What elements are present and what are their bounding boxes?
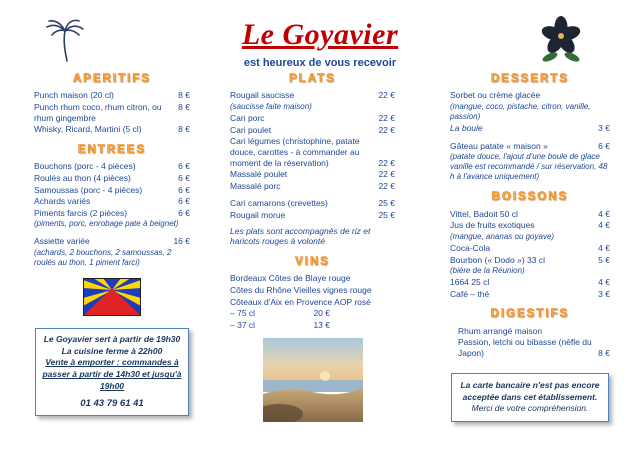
section-heading-desserts: DESSERTS (491, 73, 569, 85)
menu-item (230, 181, 395, 192)
menu-item (450, 337, 610, 358)
item-name: Jus de fruits exotiques (450, 220, 535, 231)
item-note: (saucisse faite maison) (230, 102, 312, 111)
plats-footer-note: Les plats sont accompagnés de riz et haricots rouges à volonté (230, 225, 371, 247)
item-price: 3 € (598, 123, 610, 133)
item-price: 6 € (178, 184, 190, 195)
item-price: 16 € (173, 236, 190, 247)
menu-item (230, 125, 395, 136)
section-heading-aperitifs: APERITIFS (72, 73, 152, 85)
item-price: 3 € (598, 288, 610, 299)
menu-item (34, 173, 190, 184)
menu-item (230, 136, 395, 168)
wine-size: – 75 cl (230, 308, 256, 319)
item-name: Massalé porc (230, 180, 281, 191)
item-price: 4 € (598, 220, 610, 231)
wine-size-row (230, 308, 330, 319)
item-name: Achards variés (34, 196, 91, 207)
info-line: Le Goyavier sert à partir de 19h30 (43, 333, 181, 344)
item-price: 6 € (598, 140, 610, 151)
item-name: Cari légumes (christophine, patate douce, carottes - à commander au moment de la réservation) (230, 136, 360, 168)
item-name: Massalé poulet (230, 169, 288, 180)
item-price: 6 € (178, 172, 190, 183)
item-name: Whisky, Ricard, Martini (5 cl) (34, 124, 142, 135)
card-notice-line: Merci de votre compréhension. (471, 403, 589, 414)
menu-item (34, 102, 190, 123)
item-name: Bourbon (« Dodo ») 33 cl (450, 254, 545, 265)
hibiscus-icon (536, 14, 586, 66)
menu-item (450, 123, 610, 134)
item-note: (achards, 2 bouchons, 2 samoussas, 2 roulés au thon, 1 piment farci) (34, 248, 172, 267)
reunion-flag-image (34, 278, 190, 319)
item-price: 6 € (178, 161, 190, 172)
section-heading-digestifs: DIGESTIFS (490, 308, 570, 321)
item-note: (bière de la Réunion) (450, 266, 525, 276)
menu-item (450, 220, 610, 231)
item-price: 22 € (378, 113, 395, 123)
item-note: (patate douce, l'ajout d'une boule de glace vanille est recommandé / sur réservation, 48 h à l'avance uniquement) (450, 152, 608, 182)
item-name: Cari camarons (crevettes) (230, 198, 328, 209)
wine-size-price: 20 € (313, 308, 330, 319)
item-name: 1664 25 cl (450, 277, 490, 288)
menu-item (34, 208, 190, 219)
left-column (34, 72, 190, 416)
item-name: Rougail saucisse (230, 90, 295, 101)
menu-item (450, 141, 610, 152)
menu-item (450, 277, 610, 288)
item-price: 22 € (378, 157, 395, 168)
item-name: Rougail morue (230, 210, 286, 220)
menu-item (450, 289, 610, 300)
item-price: 8 € (178, 102, 190, 112)
right-column (450, 72, 610, 422)
item-price: 22 € (378, 90, 395, 101)
info-line-takeaway: Vente à emporter : commandes à passer à partir de 14h30 et jusqu'à 19h00 (42, 357, 182, 392)
item-name: Samoussas (porc - 4 pièces) (34, 184, 143, 195)
item-note: (mangue, ananas ou goyave) (450, 231, 555, 241)
item-price: 8 € (178, 124, 190, 135)
item-name: La boule (450, 123, 483, 133)
item-name: Bouchons (porc - 4 pièces) (34, 161, 136, 172)
item-name: Roulés au thon (4 pièces) (34, 172, 131, 183)
menu-item (34, 161, 190, 172)
wine-name: Bordeaux Côtes de Blaye rouge (230, 273, 351, 284)
wine-name: Côteaux d'Aix en Provence AOP rosé (230, 296, 371, 307)
menu-item (34, 124, 190, 135)
menu-item (34, 90, 190, 101)
section-heading-vins: VINS (295, 255, 330, 268)
menu-item (34, 236, 190, 247)
menu-item (230, 113, 395, 124)
item-price: 4 € (598, 242, 610, 253)
item-price: 5 € (598, 254, 610, 265)
menu-item (230, 169, 395, 180)
item-name: Passion, letchi ou bibasse (nèfle du Japon) (458, 337, 592, 358)
restaurant-subtitle: est heureux de vous recevoir (243, 57, 397, 69)
info-line: La cuisine ferme à 22h00 (61, 345, 163, 356)
phone-number: 01 43 79 61 41 (80, 398, 144, 410)
item-name: Assiette variée (34, 236, 90, 247)
item-name: Cari porc (230, 113, 265, 123)
menu-item (450, 255, 610, 266)
restaurant-title: Le Goyavier (241, 18, 399, 51)
card-notice-box (451, 373, 609, 423)
wine-size: – 37 cl (230, 319, 256, 330)
item-price: 22 € (378, 180, 395, 191)
wine-size-price: 13 € (313, 319, 330, 330)
menu-item (34, 196, 190, 207)
wine-size-row (230, 320, 330, 331)
item-price: 8 € (598, 348, 610, 358)
menu-item (34, 185, 190, 196)
item-price: 22 € (378, 169, 395, 180)
item-note: (mangue, coco, pistache, citron, vanille, passion) (450, 102, 591, 121)
item-note: (piments, porc, enrobage pate à beignet) (34, 219, 179, 229)
menu-item (450, 243, 610, 254)
item-name: Piments farcis (2 pièces) (34, 207, 128, 218)
item-name: Vittel, Badoit 50 cl (450, 208, 518, 219)
section-heading-entrees: ENTREES (77, 143, 147, 156)
item-price: 8 € (178, 90, 190, 101)
menu-item (230, 210, 395, 221)
menu-item (230, 198, 395, 209)
item-price: 6 € (178, 196, 190, 207)
menu-item (450, 209, 610, 220)
item-price: 25 € (378, 210, 395, 220)
item-name: Punch maison (20 cl) (34, 90, 114, 101)
section-heading-boissons: BOISSONS (491, 191, 569, 204)
item-name: Cari poulet (230, 124, 272, 135)
digestif-intro: Rhum arrangé maison (458, 325, 543, 336)
wine-name: Côtes du Rhône Vieilles vignes rouge (230, 284, 372, 295)
item-name: Café – thé (450, 288, 490, 299)
opening-hours-box (35, 328, 189, 417)
item-price: 4 € (598, 277, 610, 288)
beach-photo (230, 338, 395, 425)
item-name: Sorbet ou crème glacée (450, 90, 541, 101)
item-name: Gâteau patate « maison » (450, 140, 548, 151)
card-notice-line: La carte bancaire n'est pas encore acceptée dans cet établissement. (460, 379, 600, 402)
item-price: 4 € (598, 208, 610, 219)
middle-column (230, 72, 395, 425)
section-heading-plats: PLATS (289, 73, 336, 85)
item-name: Coca-Cola (450, 242, 491, 253)
menu-item (230, 90, 395, 101)
item-price: 6 € (178, 207, 190, 218)
menu-item (450, 90, 610, 101)
item-price: 25 € (378, 198, 395, 209)
item-name: Punch rhum coco, rhum citron, ou rhum gingembre (34, 102, 162, 123)
item-price: 22 € (378, 124, 395, 135)
